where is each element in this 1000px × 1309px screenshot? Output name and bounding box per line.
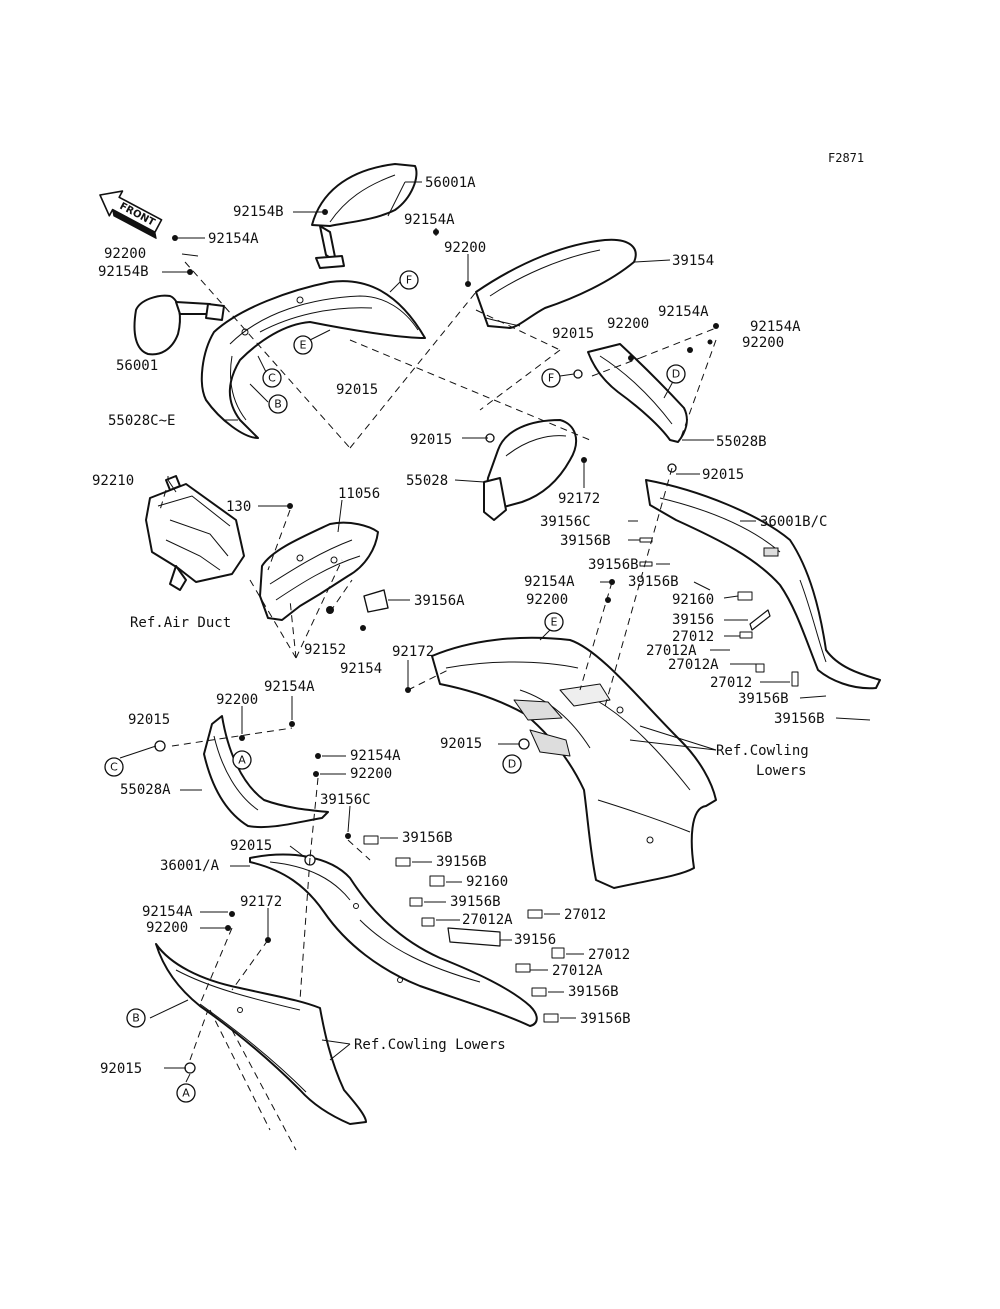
callout-92154A-5: 92154A xyxy=(524,574,575,590)
callout-92154A-2: 92154A xyxy=(404,212,455,228)
callout-92015: 92015 xyxy=(336,382,379,398)
svg-text:A: A xyxy=(182,1086,190,1100)
callout-92200-4: 92200 xyxy=(742,335,785,351)
callout-92172: 92172 xyxy=(558,491,601,507)
callout-92154: 92154 xyxy=(340,661,383,677)
windshield-part xyxy=(476,240,636,328)
svg-text:C: C xyxy=(268,371,276,385)
label-ref-cowling: Ref.Cowling xyxy=(716,743,809,759)
front-cowling-center-part xyxy=(432,638,716,888)
svg-text:F: F xyxy=(547,371,555,385)
callout-39156C: 39156C xyxy=(540,514,591,530)
callout-92200: 92200 xyxy=(104,246,147,262)
callout-55028C-E: 55028C~E xyxy=(108,413,176,429)
svg-text:E: E xyxy=(299,338,307,352)
ref-letter-E-1 xyxy=(294,336,312,354)
callout-27012-3: 27012 xyxy=(564,907,607,923)
callout-39156B-9: 39156B xyxy=(568,984,619,1000)
callout-39156B-7: 39156B xyxy=(436,854,487,870)
inner-panel-left-part xyxy=(204,716,328,827)
callout-92015-6: 92015 xyxy=(440,736,483,752)
callout-92200-6: 92200 xyxy=(216,692,259,708)
callout-92015-3: 92015 xyxy=(702,467,745,483)
callout-92200-8: 92200 xyxy=(146,920,189,936)
callout-39156B-3: 39156B xyxy=(628,574,679,590)
callout-56001: 56001 xyxy=(116,358,159,374)
svg-text:D: D xyxy=(671,367,681,381)
callout-11056: 11056 xyxy=(338,486,381,502)
callout-92200-2: 92200 xyxy=(444,240,487,256)
callout-92015-2: 92015 xyxy=(552,326,595,342)
ref-letter-C-1 xyxy=(263,369,281,387)
ref-letter-A-1 xyxy=(233,751,251,769)
ref-letter-D-1 xyxy=(667,365,685,383)
callout-36001A: 36001/A xyxy=(160,858,220,874)
callout-39156-2: 39156 xyxy=(514,932,557,948)
callout-39156B-4: 39156B xyxy=(738,691,789,707)
svg-text:C: C xyxy=(110,760,118,774)
front-arrow-icon xyxy=(93,183,168,241)
ref-letter-B-1 xyxy=(269,395,287,413)
ref-letter-A-2 xyxy=(177,1084,195,1102)
callout-39156B-2: 39156B xyxy=(588,557,639,573)
callout-92172-2: 92172 xyxy=(392,644,435,660)
callout-92160-2: 92160 xyxy=(466,874,509,890)
callout-39156: 39156 xyxy=(672,612,715,628)
callout-27012-4: 27012 xyxy=(588,947,631,963)
ref-letter-B-2 xyxy=(127,1009,145,1027)
callout-92154A-3: 92154A xyxy=(658,304,709,320)
callout-55028B: 55028B xyxy=(716,434,767,450)
callout-27012A-3: 27012A xyxy=(462,912,513,928)
callout-130: 130 xyxy=(226,499,252,515)
callout-92200-7: 92200 xyxy=(350,766,393,782)
svg-text:B: B xyxy=(132,1011,140,1025)
callout-39156B: 39156B xyxy=(560,533,611,549)
callout-92154A-8: 92154A xyxy=(142,904,193,920)
callout-92152: 92152 xyxy=(304,642,347,658)
sticker-39156-right-part xyxy=(750,610,770,630)
callout-27012: 27012 xyxy=(672,629,715,645)
callout-92015-7: 92015 xyxy=(230,838,273,854)
callout-92154B-2: 92154B xyxy=(98,264,149,280)
callout-92160: 92160 xyxy=(672,592,715,608)
sticker-39156-center-part xyxy=(448,928,500,946)
callout-36001BC: 36001B/C xyxy=(760,514,828,530)
svg-text:E: E xyxy=(550,615,558,629)
label-ref-cowling-lowers-2: Ref.Cowling Lowers xyxy=(354,1037,506,1053)
callout-92154A-7: 92154A xyxy=(350,748,401,764)
ref-letter-C-2 xyxy=(105,758,123,776)
stay-11056-part xyxy=(260,523,378,620)
front-label: FRONT xyxy=(117,200,157,229)
callout-92154B: 92154B xyxy=(233,204,284,220)
callout-39156B-8: 39156B xyxy=(450,894,501,910)
callout-39156C-2: 39156C xyxy=(320,792,371,808)
label-ref-cowling-lowers: Lowers xyxy=(756,763,807,779)
callout-27012-2: 27012 xyxy=(710,675,753,691)
svg-text:B: B xyxy=(274,397,282,411)
callout-39156B-5: 39156B xyxy=(774,711,825,727)
figure-code: F2871 xyxy=(828,151,865,165)
callout-55028A: 55028A xyxy=(120,782,171,798)
callout-27012A: 27012A xyxy=(646,643,697,659)
callout-55028: 55028 xyxy=(406,473,449,489)
callout-92154A-4: 92154A xyxy=(750,319,801,335)
callout-92200-5: 92200 xyxy=(526,592,569,608)
svg-text:A: A xyxy=(238,753,246,767)
callout-39156B-6: 39156B xyxy=(402,830,453,846)
svg-text:D: D xyxy=(507,757,517,771)
callout-92015-4: 92015 xyxy=(410,432,453,448)
callout-39156B-10: 39156B xyxy=(580,1011,631,1027)
ref-letter-F-2 xyxy=(542,369,560,387)
callout-56001A: 56001A xyxy=(425,175,476,191)
callout-92172-3: 92172 xyxy=(240,894,283,910)
callout-92154A-6: 92154A xyxy=(264,679,315,695)
callout-39154: 39154 xyxy=(672,253,715,269)
callout-92210: 92210 xyxy=(92,473,135,489)
callout-39156A: 39156A xyxy=(414,593,465,609)
callout-92015-8: 92015 xyxy=(100,1061,143,1077)
callout-27012A-2: 27012A xyxy=(668,657,719,673)
mirror-right-part xyxy=(312,164,416,268)
callout-92015-5: 92015 xyxy=(128,712,171,728)
callout-92200-3: 92200 xyxy=(607,316,650,332)
callout-92154A: 92154A xyxy=(208,231,259,247)
air-duct-part xyxy=(146,476,244,590)
sticker-39156A-part xyxy=(364,590,388,612)
callout-27012A-4: 27012A xyxy=(552,963,603,979)
upper-cowling-part xyxy=(202,281,425,438)
ref-letter-D-2 xyxy=(503,755,521,773)
ref-letter-F-1 xyxy=(400,271,418,289)
ref-letter-E-2 xyxy=(545,613,563,631)
svg-text:F: F xyxy=(405,273,413,287)
label-ref-air-duct: Ref.Air Duct xyxy=(130,615,232,631)
